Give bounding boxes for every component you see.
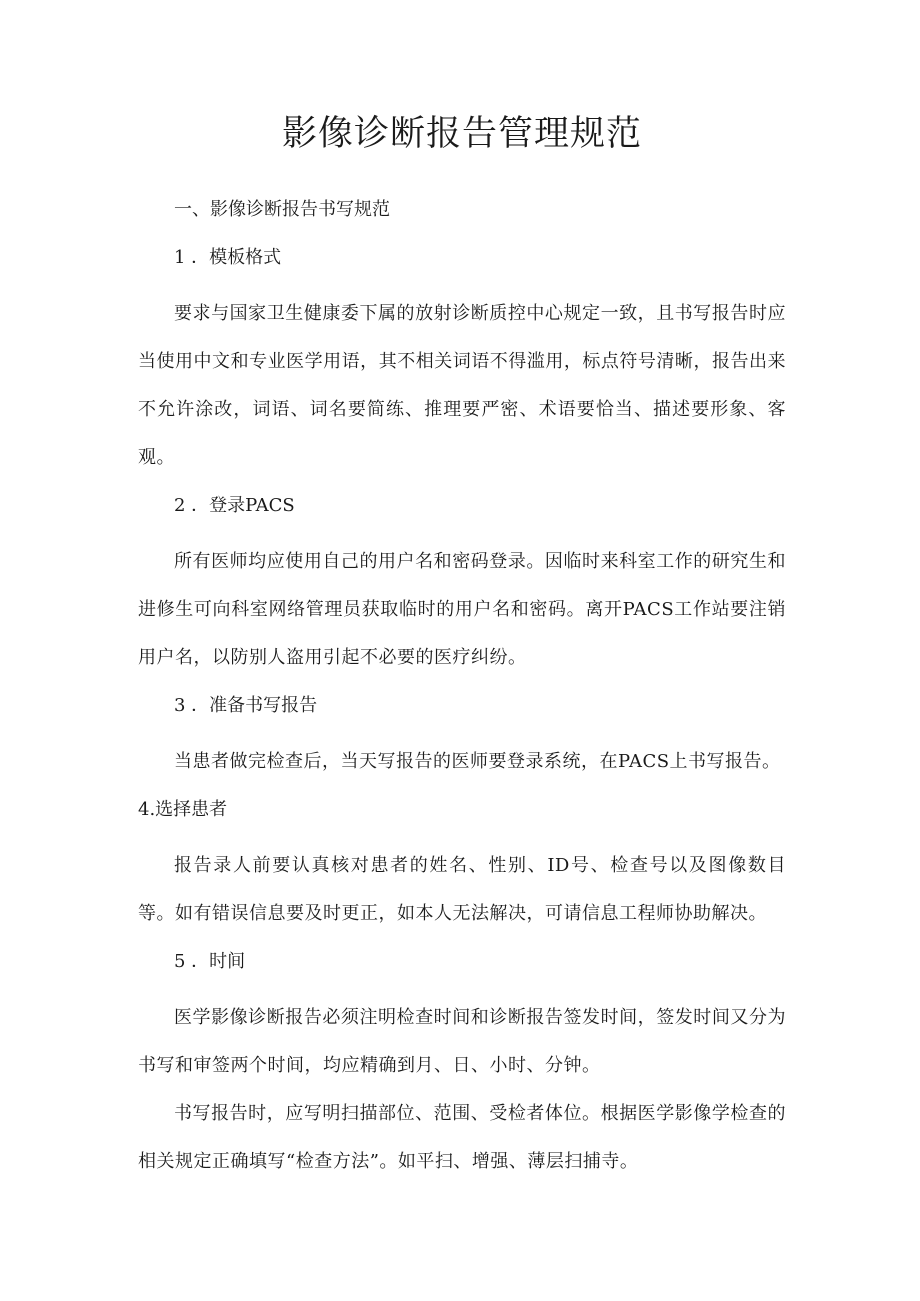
item-3-paragraph-1: 当患者做完检查后，当天写报告的医师要登录系统，在PACS上书写报告。 bbox=[174, 751, 781, 772]
item-heading-5: 5 ．时间 bbox=[174, 951, 246, 972]
item-5-paragraph-2: 书写报告时，应写明扫描部位、范围、受检者体位。根据医学影像学检查的相关规定正确填写“检查方法”。如平扫、增强、薄层扫捕寺。 bbox=[138, 1103, 786, 1172]
item-5-paragraph-1: 医学影像诊断报告必须注明检查时间和诊断报告签发时间，签发时间又分为书写和审签两个时间，均应精确到月、日、小时、分钟。 bbox=[138, 1007, 786, 1076]
item-heading-3: 3 ．准备书写报告 bbox=[174, 695, 318, 716]
item-heading-1: 1 ．模板格式 bbox=[174, 247, 282, 268]
item-1-paragraph-1: 要求与国家卫生健康委下属的放射诊断质控中心规定一致，且书写报告时应当使用中文和专业医学用语，其不相关词语不得滥用，标点符号清晰，报告出来不允许涂改，词语、词名要简练、推理要严密、术语要恰当、描述要形象、客观。 bbox=[138, 303, 786, 468]
section-heading: 一、影像诊断报告书写规范 bbox=[174, 199, 390, 220]
item-heading-2: 2 ．登录PACS bbox=[174, 495, 295, 516]
document-title: 影像诊断报告管理规范 bbox=[281, 114, 642, 154]
item-heading-4: 4.选择患者 bbox=[138, 799, 228, 820]
document-page bbox=[138, 110, 786, 1186]
item-4-paragraph-1: 报告录人前要认真核对患者的姓名、性别、ID号、检查号以及图像数目等。如有错误信息要及时更正，如本人无法解决，可请信息工程师协助解决。 bbox=[138, 855, 786, 924]
item-2-paragraph-1: 所有医师均应使用自己的用户名和密码登录。因临时来科室工作的研究生和进修生可向科室网络管理员获取临时的用户名和密码。离开PACS工作站要注销用户名，以防别人盗用引起不必要的医疗纠纷。 bbox=[138, 551, 786, 668]
